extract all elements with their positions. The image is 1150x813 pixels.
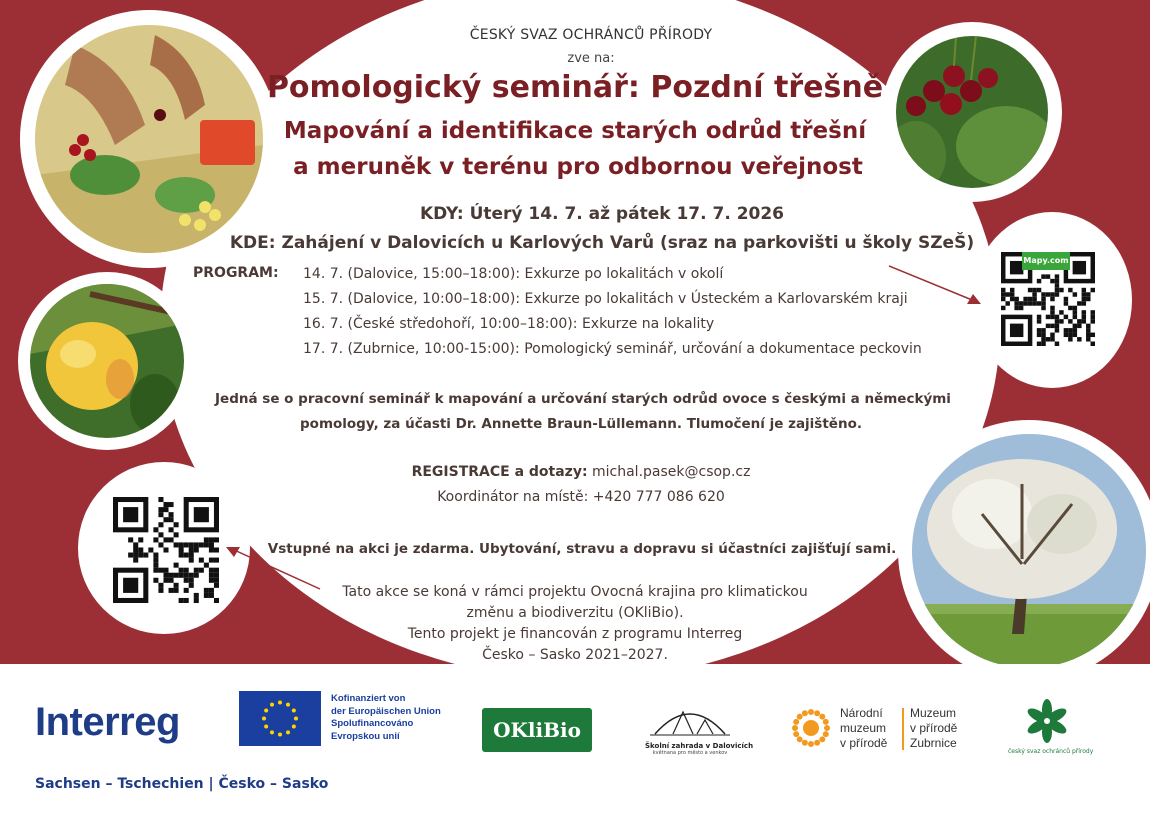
program-item-4: 17. 7. (Zubrnice, 10:00-15:00): Pomologický seminář, určování a dokumentace peckovin: [303, 341, 922, 357]
interreg-logo: Interreg: [35, 700, 180, 744]
admission-note: Vstupné na akci je zdarma. Ubytování, stravu a dopravu si účastníci zajišťují sami.: [267, 541, 897, 557]
school-garden-name: Školní zahrada v Dalovicích: [645, 742, 754, 750]
national-museum-icon: [788, 705, 834, 751]
museum1-line1: Národní: [840, 706, 883, 720]
event-where: KDE: Zahájení v Dalovicích u Karlových Varů (sraz na parkovišti u školy SZeŠ): [229, 233, 975, 253]
museum-divider: [902, 708, 904, 750]
description-line2: pomology, za účasti Dr. Annette Braun-Lüllemann. Tlumočení je zajištěno.: [300, 416, 862, 432]
csop-name: český svaz ochránců přírody: [1008, 748, 1094, 755]
eu-text-1: Kofinanziert von: [331, 693, 406, 704]
program-item-1: 14. 7. (Dalovice, 15:00–18:00): Exkurze po lokalitách v okolí: [303, 266, 724, 282]
project-note-2: změnu a biodiverzitu (OKliBio).: [466, 605, 684, 621]
event-subtitle-line2: a meruněk v terénu pro odbornou veřejnost: [293, 154, 863, 180]
coordinator-phone: Koordinátor na místě: +420 777 086 620: [437, 489, 725, 505]
museum2-line1: Muzeum: [910, 706, 957, 720]
eu-text-3: Spolufinancováno: [331, 718, 414, 729]
program-region-caption: Sachsen – Tschechien | Česko – Sasko: [35, 776, 329, 792]
museum2-line2: v přírodě: [910, 721, 958, 735]
museum1-line3: v přírodě: [840, 736, 888, 750]
event-when: KDY: Úterý 14. 7. až pátek 17. 7. 2026: [419, 204, 785, 224]
project-note-3: Tento projekt je financován z programu Interreg: [407, 626, 743, 642]
museum1-line2: muzeum: [840, 721, 887, 735]
eu-text-4: Evropskou unií: [331, 730, 400, 742]
museum2-line3: Zubrnice: [910, 736, 957, 750]
project-note-1: Tato akce se koná v rámci projektu Ovocná krajina pro klimatickou: [342, 584, 808, 600]
zubrnice-museum-text: [910, 706, 957, 751]
eu-flag-icon: [239, 691, 321, 746]
registration-label: REGISTRACE a dotazy:: [411, 464, 588, 480]
map-badge: Mapy.com: [1022, 252, 1070, 270]
eu-text-2: der Europäischen Union: [331, 705, 441, 717]
registration-line: [0, 464, 1150, 480]
registration-email[interactable]: michal.pasek@csop.cz: [592, 464, 751, 480]
organization-name: ČESKÝ SVAZ OCHRÁNCŮ PŘÍRODY: [469, 27, 713, 43]
program-label: PROGRAM:: [193, 265, 279, 281]
national-museum-text: [840, 706, 887, 751]
program-item-3: 16. 7. (České středohoří, 10:00–18:00): Exkurze na lokality: [303, 316, 715, 332]
csop-logo: [1008, 698, 1094, 762]
school-garden-icon: [645, 700, 735, 738]
invites-text: zve na:: [567, 51, 615, 66]
school-garden-subtitle: květnana pro město a venkov: [652, 750, 728, 756]
event-title: Pomologický seminář: Pozdní třešně: [266, 70, 884, 105]
school-garden-logo: [645, 700, 754, 756]
program-item-2: 15. 7. (Dalovice, 10:00–18:00): Exkurze po lokalitách v Ústeckém a Karlovarském kraji: [303, 291, 908, 307]
description-line1: Jedná se o pracovní seminář k mapování a určování starých odrůd ovoce s českými a německými: [215, 391, 951, 407]
eu-cofinance-text: [331, 693, 441, 743]
event-subtitle-line1: Mapování a identifikace starých odrůd třešní: [283, 118, 867, 144]
project-note-4: Česko – Sasko 2021–2027.: [482, 647, 668, 663]
csop-leaf-icon: [1021, 698, 1073, 744]
oklibio-logo: OKliBio: [482, 708, 592, 752]
